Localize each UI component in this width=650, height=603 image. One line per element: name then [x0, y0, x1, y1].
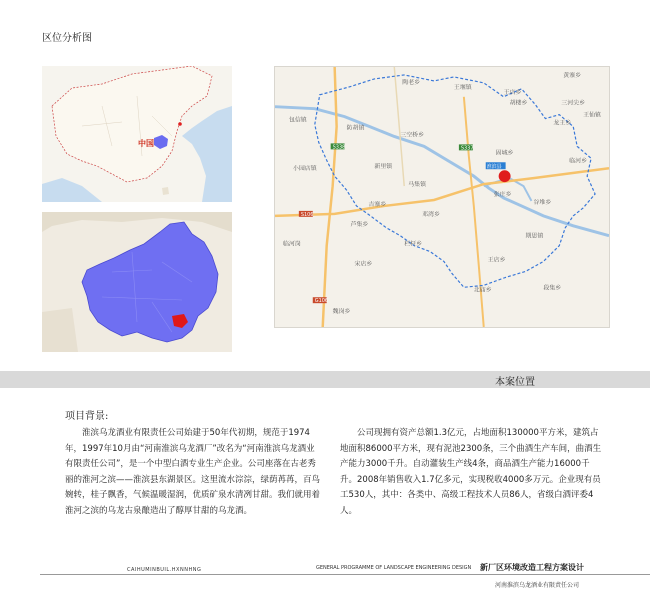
site-marker	[499, 170, 511, 182]
background-paragraph-right: 公司现拥有资产总额1.3亿元，占地面积130000平方米，建筑占地面积86000平方米，现有泥池2300条，三个曲酒生产车间，曲酒生产能力3000千升。自动灌装生产线4条，商品酒生产能力16000千升。2008年销售收入1.7亿多元，实现税收4000多万元。企业现有员工530人，其中：各类中、高级工程技术人员86人，省级白酒评委4人。	[340, 428, 602, 516]
road-badge-g106: G106	[314, 298, 329, 305]
place-label: 宋店乡	[354, 260, 373, 268]
place-label: 胡楼乡	[509, 99, 528, 107]
china-overview-map	[42, 66, 232, 202]
place-label: 固城乡	[495, 149, 514, 157]
section-heading: 项目背景:	[65, 411, 109, 422]
place-label: 魏岗乡	[332, 308, 351, 316]
place-label: 防胡镇	[346, 124, 365, 132]
county-map	[274, 66, 610, 328]
place-label: 栏杆乡	[404, 240, 423, 248]
site-label: 淮滨县	[486, 164, 502, 171]
place-label: 临河乡	[569, 157, 588, 165]
place-label: 王店乡	[503, 88, 522, 96]
place-label: 段集乡	[543, 284, 562, 292]
place-label: 小园店镇	[292, 165, 317, 173]
place-label: 三空桥乡	[400, 131, 425, 139]
place-label: 新里镇	[374, 163, 393, 171]
place-label: 吉寨乡	[368, 200, 387, 208]
place-label: 谷堆乡	[533, 198, 552, 206]
footer-chinese-title: 新厂区环境改造工程方案设计	[480, 562, 584, 572]
page-title: 区位分析图	[42, 33, 92, 44]
road-badge-s337: S337	[460, 145, 474, 152]
china-map-label: 中国	[138, 139, 154, 148]
place-label: 马集镇	[408, 181, 427, 189]
footer-left-text: CAIHUMINBUIL.HXNNHNG	[127, 567, 202, 573]
place-label: 三河尖乡	[561, 99, 586, 107]
section-band	[0, 371, 650, 388]
place-label: 包信镇	[288, 116, 307, 124]
place-label: 王堰镇	[453, 83, 472, 91]
place-label: 陶老乡	[402, 78, 421, 86]
henan-province-map	[42, 212, 232, 352]
place-label: 王店乡	[487, 256, 506, 264]
place-label: 北庙乡	[473, 286, 492, 294]
place-label: 邓湾乡	[422, 210, 440, 218]
footer-divider	[40, 574, 650, 575]
band-title: 本案位置	[495, 377, 535, 388]
road-badge-s106: S106	[300, 211, 314, 218]
place-label: 临河岗	[282, 240, 301, 248]
place-label: 黄寨乡	[563, 71, 582, 79]
footer-company: 河南淮滨乌龙酒业有限责任公司	[495, 582, 580, 589]
place-label: 芦集乡	[350, 220, 369, 228]
place-label: 王仙镇	[583, 111, 601, 119]
background-paragraph-left: 淮滨乌龙酒业有限责任公司始建于50年代初期，规范于1974年，1997年10月由“河南淮滨乌龙酒厂”改名为“河南淮滨乌龙酒业有限责任公司”，是一个中型白酒专业生产企业。公司座落在古老秀丽的淮河之滨——淮滨县东湖景区。这里流水淙淙，绿荫苒苒，百鸟婉转，桂子飘香，气候温暖湿润，优质矿泉水清冽甘甜。我们就用着淮河之滨的乌龙古泉酿造出了醇厚甘甜的乌龙酒。	[65, 428, 321, 516]
place-label: 张庄乡	[493, 191, 512, 199]
road-badge-s338: S338	[332, 144, 346, 151]
china-map-marker	[178, 122, 182, 126]
footer-english-title: GENERAL PROGRAMME OF LANDSCAPE ENGINEERING DESIGN	[316, 565, 472, 571]
place-label: 期思镇	[525, 232, 544, 240]
place-label: 龙王乡	[553, 119, 572, 127]
